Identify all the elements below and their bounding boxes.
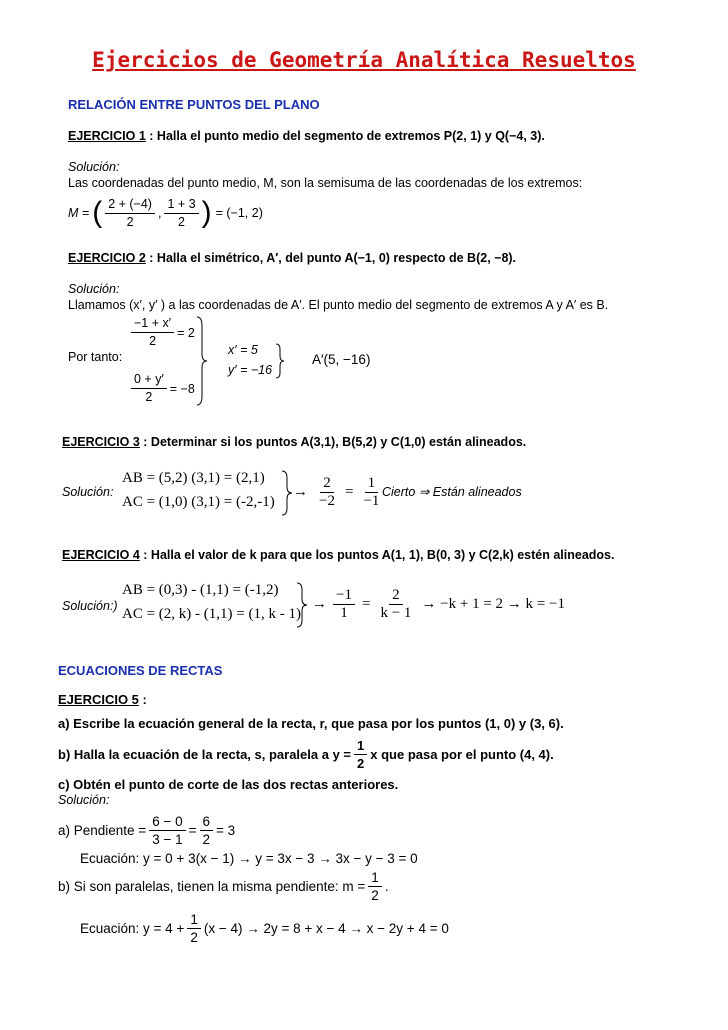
a-prime-result: A′(5, −16) xyxy=(312,352,371,367)
exercise-5-part-c: c) Obtén el punto de corte de las dos rectas anteriores. xyxy=(58,777,399,792)
exercise-5-equation-s: Ecuación: y = 4 + $\frac{1}{2}$ (x − 4) → 2y = 8 + x − 4 → x − 2y + 4 = 0 xyxy=(80,911,449,945)
exercise-3-solution-label: Solución: xyxy=(62,485,114,499)
exercise-4-ac: AC = (2, k) - (1,1) = (1, k - 1) xyxy=(122,606,301,622)
exercise-4-text: : Halla el valor de k para que los puntos A(1, 1), B(0, 3) y C(2,k) estén alineados. xyxy=(139,548,615,562)
exercise-1-text: : Halla el punto medio del segmento de extremos P(2, 1) y Q(−4, 3). xyxy=(145,129,545,143)
exercise-5-equation-r: Ecuación: y = 0 + 3(x − 1) → y = 3x − 3 → 3x − y − 3 = 0 xyxy=(80,851,418,866)
m-equals: M = xyxy=(68,206,90,220)
exercise-5-part-a: a) Escribe la ecuación general de la recta, r, que pasa por los puntos (1, 0) y (3, 6). xyxy=(58,716,564,731)
equation-x: $\frac{-1 + x'}{2}$ = 2 xyxy=(128,316,195,349)
exercise-1-explanation: Las coordenadas del punto medio, M, son la semisuma de las coordenadas de los extremos: xyxy=(68,176,583,190)
brace-right-3 xyxy=(281,470,293,516)
exercise-5-slope: a) Pendiente = $\frac{6 - 0}{3 - 1}$ = $\frac{6}{2}$ = 3 xyxy=(58,813,236,847)
exercise-5-solution-label: Solución: xyxy=(58,793,110,807)
exercise-5-label: EJERCICIO 5 xyxy=(58,692,139,707)
section-heading-lines: ECUACIONES DE RECTAS xyxy=(58,663,223,678)
brace-right-2 xyxy=(275,343,285,379)
exercise-2-text: : Halla el simétrico, A′, del punto A(−1, 0) respecto de B(2, −8). xyxy=(145,251,517,265)
exercise-1-label: EJERCICIO 1 xyxy=(68,129,146,143)
comma: , xyxy=(157,206,162,220)
exercise-3-label: EJERCICIO 3 xyxy=(62,435,140,449)
exercise-2-label: EJERCICIO 2 xyxy=(68,251,146,265)
brace-right-1 xyxy=(196,316,208,406)
exercise-5-parallel: b) Si son paralelas, tienen la misma pendiente: m = $\frac{1}{2}$ . xyxy=(58,869,389,903)
exercise-3-conclusion: Cierto ⇒ Están alineados xyxy=(382,485,522,499)
exercise-2-statement xyxy=(68,251,516,265)
exercise-3-text: : Determinar si los puntos A(3,1), B(5,2) y C(1,0) están alineados. xyxy=(139,435,527,449)
exercise-4-label: EJERCICIO 4 xyxy=(62,548,140,562)
y-prime-result: y′ = −16 xyxy=(228,363,273,377)
exercise-3-ab: AB = (5,2) (3,1) = (2,1) xyxy=(122,470,265,486)
equation-y: $\frac{0 + y'}{2}$ = −8 xyxy=(128,372,195,405)
exercise-4-ratio: → $\frac{-1}{1}$ = $\frac{2}{k - 1}$ → −k + 1 = 2 → k = −1 xyxy=(312,586,565,621)
right-paren: ) xyxy=(201,196,212,229)
exercise-3-statement xyxy=(62,435,526,449)
exercise-1-result: = (−1, 2) xyxy=(215,206,263,220)
x-prime-result: x′ = 5 xyxy=(228,343,258,357)
exercise-1-solution-label: Solución: xyxy=(68,160,120,174)
page-title: Ejercicios de Geometría Analítica Resueltos xyxy=(92,48,636,72)
exercise-4-ab: AB = (0,3) - (1,1) = (-1,2) xyxy=(122,582,279,598)
exercise-2-solution-label: Solución: xyxy=(68,282,120,296)
exercise-1-formula xyxy=(68,192,263,234)
exercise-4-statement xyxy=(62,548,614,562)
exercise-2-explanation: Llamamos (x′, y′ ) a las coordenadas de A′. El punto medio del segmento de extremos A y A′ es B. xyxy=(68,298,609,312)
section-heading-points: RELACIÓN ENTRE PUNTOS DEL PLANO xyxy=(68,97,320,112)
fraction-y: $\frac{1 + 3}{2}$ xyxy=(164,197,198,230)
left-paren: ( xyxy=(92,196,103,229)
exercise-3-ratio: → $\frac{2}{-2}$ = $\frac{1}{-1}$ xyxy=(293,474,380,509)
fraction-x: $\frac{2 + (-4)}{2}$ xyxy=(105,197,155,230)
exercise-4-solution-label: Solución:) xyxy=(62,599,118,613)
exercise-1-statement xyxy=(68,129,545,143)
brace-right-4 xyxy=(296,582,308,628)
por-tanto-label: Por tanto: xyxy=(68,350,123,364)
exercise-3-ac: AC = (1,0) (3,1) = (-2,-1) xyxy=(122,494,275,510)
exercise-5-heading: EJERCICIO 5 : xyxy=(58,692,147,707)
exercise-5-part-b: b) Halla la ecuación de la recta, s, paralela a y = $\frac{1}{2}$ x que pasa por el punto (4, 4). xyxy=(58,737,554,771)
